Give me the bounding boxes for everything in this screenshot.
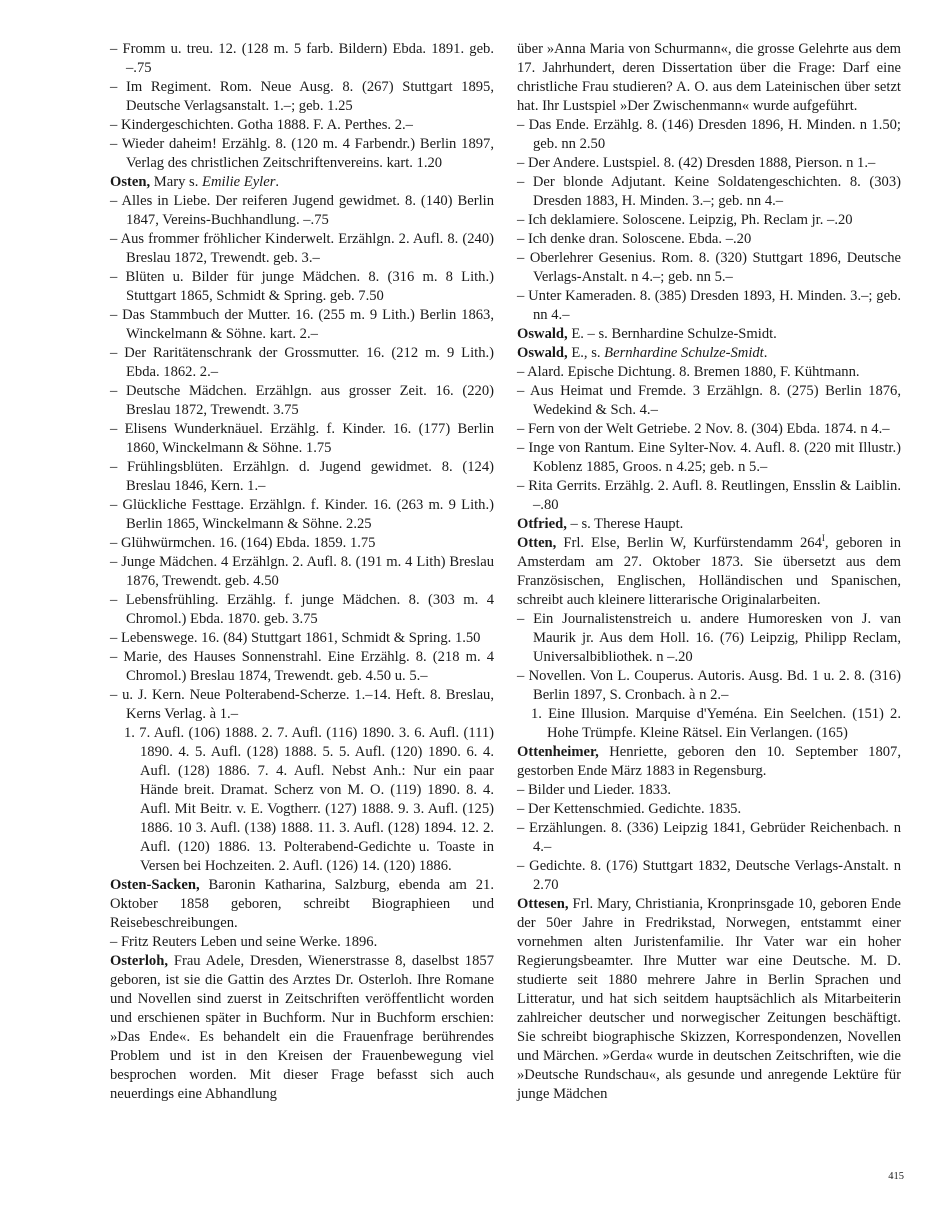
- work-entry: [110, 553, 494, 591]
- work-entry: [110, 591, 494, 629]
- entry-text: – Im Regiment. Rom. Neue Ausg. 8. (267) Stuttgart 1895, Deutsche Verlagsanstalt. 1.–; geb. 1.25: [110, 79, 494, 114]
- superscript: I: [821, 533, 825, 544]
- author-name: Ottesen,: [517, 896, 569, 912]
- work-entry: [110, 78, 494, 116]
- entry-text: – Das Stammbuch der Mutter. 16. (255 m. 9 Lith.) Berlin 1863, Winckelmann & Söhne. kart. 2.–: [110, 307, 494, 342]
- entry-text: – Glückliche Festtage. Erzählgn. f. Kinder. 16. (263 m. 9 Lith.) Berlin 1865, Winckelmann & Söhne. 2.25: [110, 497, 494, 532]
- work-entry: [517, 116, 901, 154]
- work-entry: [517, 819, 901, 857]
- author-entry: [110, 173, 494, 192]
- author-entry: [110, 952, 494, 1104]
- work-entry: [517, 230, 901, 249]
- work-entry: [517, 857, 901, 895]
- work-entry: [110, 382, 494, 420]
- work-entry: [110, 534, 494, 553]
- author-entry: [517, 515, 901, 534]
- entry-text: Mary s.: [150, 174, 203, 190]
- entry-text: Frl. Mary, Christiania, Kronprinsgade 10, geboren Ende der 50er Jahre in Fredrikstad, Norwegen, entstammt einer vornehmen alten Juristenfamilie. Ihr Vater war ein hoher Regierungsbeamter. Ihre Mutter war eine Deutsche. M. D. studierte seit 1880 mehrere Jahre in Berlin Sprachen und Litteratur, und hat sich seitdem hauptsächlich als Mitarbeiterin zahlreicher deutscher und norwegischer Zeitungen beschäftigt. Sie schreibt biographische Skizzen, Korrespondenzen, Novellen und Märchen. »Gerda« wurde in deutschen Zeitschriften, wie die »Deutsche Rundschau«, als gesunde und anregende Lektüre für junge Mädchen: [517, 896, 901, 1102]
- entry-text: – Rita Gerrits. Erzählg. 2. Aufl. 8. Reutlingen, Ensslin & Laiblin. –.80: [517, 478, 901, 513]
- entry-text-tail: .: [763, 345, 768, 361]
- author-name: Otten,: [517, 535, 557, 551]
- entry-text: – Alard. Epische Dichtung. 8. Bremen 1880, F. Kühtmann.: [517, 364, 860, 380]
- author-entry: [517, 895, 901, 1104]
- entry-text: – Bilder und Lieder. 1833.: [517, 782, 672, 798]
- entry-text: – Aus frommer fröhlicher Kinderwelt. Erzählgn. 2. Aufl. 8. (240) Breslau 1872, Trewendt. geb. 3.–: [110, 231, 494, 266]
- continued-text: [517, 40, 901, 116]
- entry-text: – Lebensfrühling. Erzählg. f. junge Mädchen. 8. (303 m. 4 Chromol.) Ebda. 1870. geb. 3.75: [110, 592, 494, 627]
- work-entry: [517, 287, 901, 325]
- work-entry: [517, 420, 901, 439]
- work-entry: [110, 344, 494, 382]
- work-entry: [517, 154, 901, 173]
- left-column: [110, 40, 494, 1104]
- work-entry: [517, 173, 901, 211]
- entry-text: – Fritz Reuters Leben und seine Werke. 1896.: [110, 934, 378, 950]
- work-entry: [517, 781, 901, 800]
- work-entry: [110, 116, 494, 135]
- work-entry: [110, 686, 494, 724]
- entry-text: 1. Eine Illusion. Marquise d'Yeména. Ein Seelchen. (151) 2. Hohe Trümpfe. Kleine Rätsel. Ein Verlangen. (165): [531, 706, 901, 741]
- cross-reference: Emilie Eyler: [202, 174, 276, 190]
- work-entry: [110, 496, 494, 534]
- work-entry: [110, 135, 494, 173]
- entry-text: E. – s. Bernhardine Schulze-Smidt.: [567, 326, 777, 342]
- entry-text: – Marie, des Hauses Sonnenstrahl. Eine Erzählg. 8. (218 m. 4 Chromol.) Breslau 1874, Trewendt. geb. 4.50 u. 5.–: [110, 649, 494, 684]
- entry-text: – Fromm u. treu. 12. (128 m. 5 farb. Bildern) Ebda. 1891. geb. –.75: [110, 41, 494, 76]
- entry-text: – u. J. Kern. Neue Polterabend-Scherze. 1.–14. Heft. 8. Breslau, Kerns Verlag. à 1.–: [110, 687, 494, 722]
- work-entry: [110, 40, 494, 78]
- work-entry: [110, 458, 494, 496]
- right-column: [517, 40, 901, 1104]
- entry-text: – Der Raritätenschrank der Grossmutter. 16. (212 m. 9 Lith.) Ebda. 1862. 2.–: [110, 345, 494, 380]
- work-entry: [517, 439, 901, 477]
- entry-text: – Der Kettenschmied. Gedichte. 1835.: [517, 801, 742, 817]
- author-entry: [517, 325, 901, 344]
- work-entry: [110, 420, 494, 458]
- entry-text: – Der Andere. Lustspiel. 8. (42) Dresden 1888, Pierson. n 1.–: [517, 155, 876, 171]
- entry-text: Henriette, geboren den 10. September 1807, gestorben Ende März 1883 in Regensburg.: [517, 744, 901, 779]
- entry-text: – Unter Kameraden. 8. (385) Dresden 1893, H. Minden. 3.–; geb. nn 4.–: [517, 288, 901, 323]
- volume-list: [517, 705, 901, 743]
- author-name: Osten,: [110, 174, 151, 190]
- entry-text: – Alles in Liebe. Der reiferen Jugend gewidmet. 8. (140) Berlin 1847, Vereins-Buchhandlung. –.75: [110, 193, 494, 228]
- work-entry: [517, 477, 901, 515]
- work-entry: [517, 363, 901, 382]
- entry-text: – Ich denke dran. Soloscene. Ebda. –.20: [517, 231, 752, 247]
- entry-text: – Novellen. Von L. Couperus. Autoris. Ausg. Bd. 1 u. 2. 8. (316) Berlin 1897, S. Cronbach. à n 2.–: [517, 668, 901, 703]
- work-entry: [110, 268, 494, 306]
- entry-text: – Junge Mädchen. 4 Erzählgn. 2. Aufl. 8. (191 m. 4 Lith) Breslau 1876, Trewendt. geb. 4.50: [110, 554, 494, 589]
- author-name: Oswald,: [517, 345, 568, 361]
- author-entry: [517, 344, 901, 363]
- entry-text: – Wieder daheim! Erzählg. 8. (120 m. 4 Farbendr.) Berlin 1897, Verlag des christlichen Zeitschriftenvereins. kart. 1.20: [110, 136, 494, 171]
- work-entry: [110, 648, 494, 686]
- work-entry: [110, 192, 494, 230]
- work-entry: [517, 382, 901, 420]
- author-entry: [517, 534, 901, 610]
- entry-text: – Frühlingsblüten. Erzählgn. d. Jugend gewidmet. 8. (124) Breslau 1846, Kern. 1.–: [110, 459, 494, 494]
- volume-list: [110, 724, 494, 876]
- author-name: Ottenheimer,: [517, 744, 599, 760]
- author-name: Osterloh,: [110, 953, 168, 969]
- author-name: Oswald,: [517, 326, 568, 342]
- page-number: 415: [888, 1171, 904, 1182]
- work-entry: [110, 629, 494, 648]
- entry-text: – s. Therese Haupt.: [566, 516, 684, 532]
- entry-text: 1. 7. Aufl. (106) 1888. 2. 7. Aufl. (116) 1890. 3. 6. Aufl. (111) 1890. 4. 5. Aufl. (128) 1888. 5. 5. Aufl. (120) 1890. 6. 4. Aufl. (128) 1886. 7. 4. Aufl. Nebst Anh.: Nur ein paar Hände breit. Dramat. Scherz von M. O. (119) 1890. 8. 4. Aufl. Mit Beitr. v. E. Vogtherr. (127) 1888. 9. 3. Aufl. (125) 1886. 10 3. Aufl. (138) 1888. 11. 3. Aufl. (128) 1894. 12. 2. Aufl. (120) 1886. 13. Polterabend-Gedichte u. Toaste in Versen bei Hochzeiten. 2. Aufl. (126) 14. (120) 1886.: [124, 725, 494, 874]
- entry-text-tail: .: [275, 174, 280, 190]
- work-entry: [517, 800, 901, 819]
- entry-text: – Gedichte. 8. (176) Stuttgart 1832, Deutsche Verlags-Anstalt. n 2.70: [517, 858, 901, 893]
- entry-text: – Inge von Rantum. Eine Sylter-Nov. 4. Aufl. 8. (220 mit Illustr.) Koblenz 1885, Groos. n 4.25; geb. n 5.–: [517, 440, 901, 475]
- entry-text: – Blüten u. Bilder für junge Mädchen. 8. (316 m. 8 Lith.) Stuttgart 1865, Schmidt & Spring. geb. 7.50: [110, 269, 494, 304]
- entry-text: Frau Adele, Dresden, Wienerstrasse 8, daselbst 1857 geboren, ist sie die Gattin des Arztes Dr. Osterloh. Ihre Romane und Novellen sind zuerst in Zeitschriften veröffentlicht worden und erschienen später in Buchform. Nur in Buchform erschien: »Das Ende«. Es behandelt ein die Frauenfrage berührendes Problem und ist in den Kreisen der Frauenbewegung viel besprochen worden. Mit dieser Frage befasst sich auch neuerdings eine Abhandlung: [110, 953, 494, 1102]
- work-entry: [110, 306, 494, 344]
- entry-text: – Deutsche Mädchen. Erzählgn. aus grosser Zeit. 16. (220) Breslau 1872, Trewendt. 3.75: [110, 383, 494, 418]
- author-entry: [517, 743, 901, 781]
- entry-text: über »Anna Maria von Schurmann«, die grosse Gelehrte aus dem 17. Jahrhundert, deren Dissertation über die Frage: Darf eine christliche Frau studieren? A. O. aus dem Lateinischen über setzt hat. Ihr Lustspiel »Der Zwischenmann« wurde aufgeführt.: [517, 41, 901, 114]
- entry-text: – Ein Journalistenstreich u. andere Humoresken von J. van Maurik jr. Aus dem Holl. 16. (76) Leipzig, Philipp Reclam, Universalbibliothek. n –.20: [517, 611, 901, 665]
- entry-text: – Oberlehrer Gesenius. Rom. 8. (320) Stuttgart 1896, Deutsche Verlags-Anstalt. n 4.–; geb. nn 5.–: [517, 250, 901, 285]
- entry-text: – Das Ende. Erzählg. 8. (146) Dresden 1896, H. Minden. n 1.50; geb. nn 2.50: [517, 117, 901, 152]
- author-name: Osten-Sacken,: [110, 877, 200, 893]
- cross-reference: Bernhardine Schulze-Smidt: [604, 345, 764, 361]
- entry-text: – Lebenswege. 16. (84) Stuttgart 1861, Schmidt & Spring. 1.50: [110, 630, 481, 646]
- entry-text: – Ich deklamiere. Soloscene. Leipzig, Ph. Reclam jr. –.20: [517, 212, 853, 228]
- entry-text: Frl. Else, Berlin W, Kurfürstendamm 264: [556, 535, 822, 551]
- entry-text: – Der blonde Adjutant. Keine Soldatengeschichten. 8. (303) Dresden 1883, H. Minden. 3.–; geb. nn 4.–: [517, 174, 901, 209]
- work-entry: [517, 249, 901, 287]
- entry-text: – Elisens Wunderknäuel. Erzählg. f. Kinder. 16. (177) Berlin 1860, Winckelmann & Söhne. 1.75: [110, 421, 494, 456]
- entry-text: – Aus Heimat und Fremde. 3 Erzählgn. 8. (275) Berlin 1876, Wedekind & Sch. 4.–: [517, 383, 901, 418]
- entry-text-tail: , geboren in Amsterdam am 27. Oktober 1873. Sie übersetzt aus dem Französischen, Englischen, Holländischen und Spanischen, schreibt auch kleinere litterarische Originalarbeiten.: [517, 535, 901, 608]
- entry-text: – Erzählungen. 8. (336) Leipzig 1841, Gebrüder Reichenbach. n 4.–: [517, 820, 901, 855]
- entry-text: – Glühwürmchen. 16. (164) Ebda. 1859. 1.75: [110, 535, 376, 551]
- entry-text: E., s.: [567, 345, 605, 361]
- entry-text: Baronin Katharina, Salzburg, ebenda am 21. Oktober 1858 geboren, schreibt Biographieen und Reisebeschreibungen.: [110, 877, 494, 931]
- author-name: Otfried,: [517, 516, 567, 532]
- entry-text: – Kindergeschichten. Gotha 1888. F. A. Perthes. 2.–: [110, 117, 413, 133]
- work-entry: [517, 667, 901, 705]
- entry-text: – Fern von der Welt Getriebe. 2 Nov. 8. (304) Ebda. 1874. n 4.–: [517, 421, 890, 437]
- work-entry: [110, 230, 494, 268]
- work-entry: [517, 610, 901, 667]
- author-entry: [110, 876, 494, 933]
- work-entry: [110, 933, 494, 952]
- work-entry: [517, 211, 901, 230]
